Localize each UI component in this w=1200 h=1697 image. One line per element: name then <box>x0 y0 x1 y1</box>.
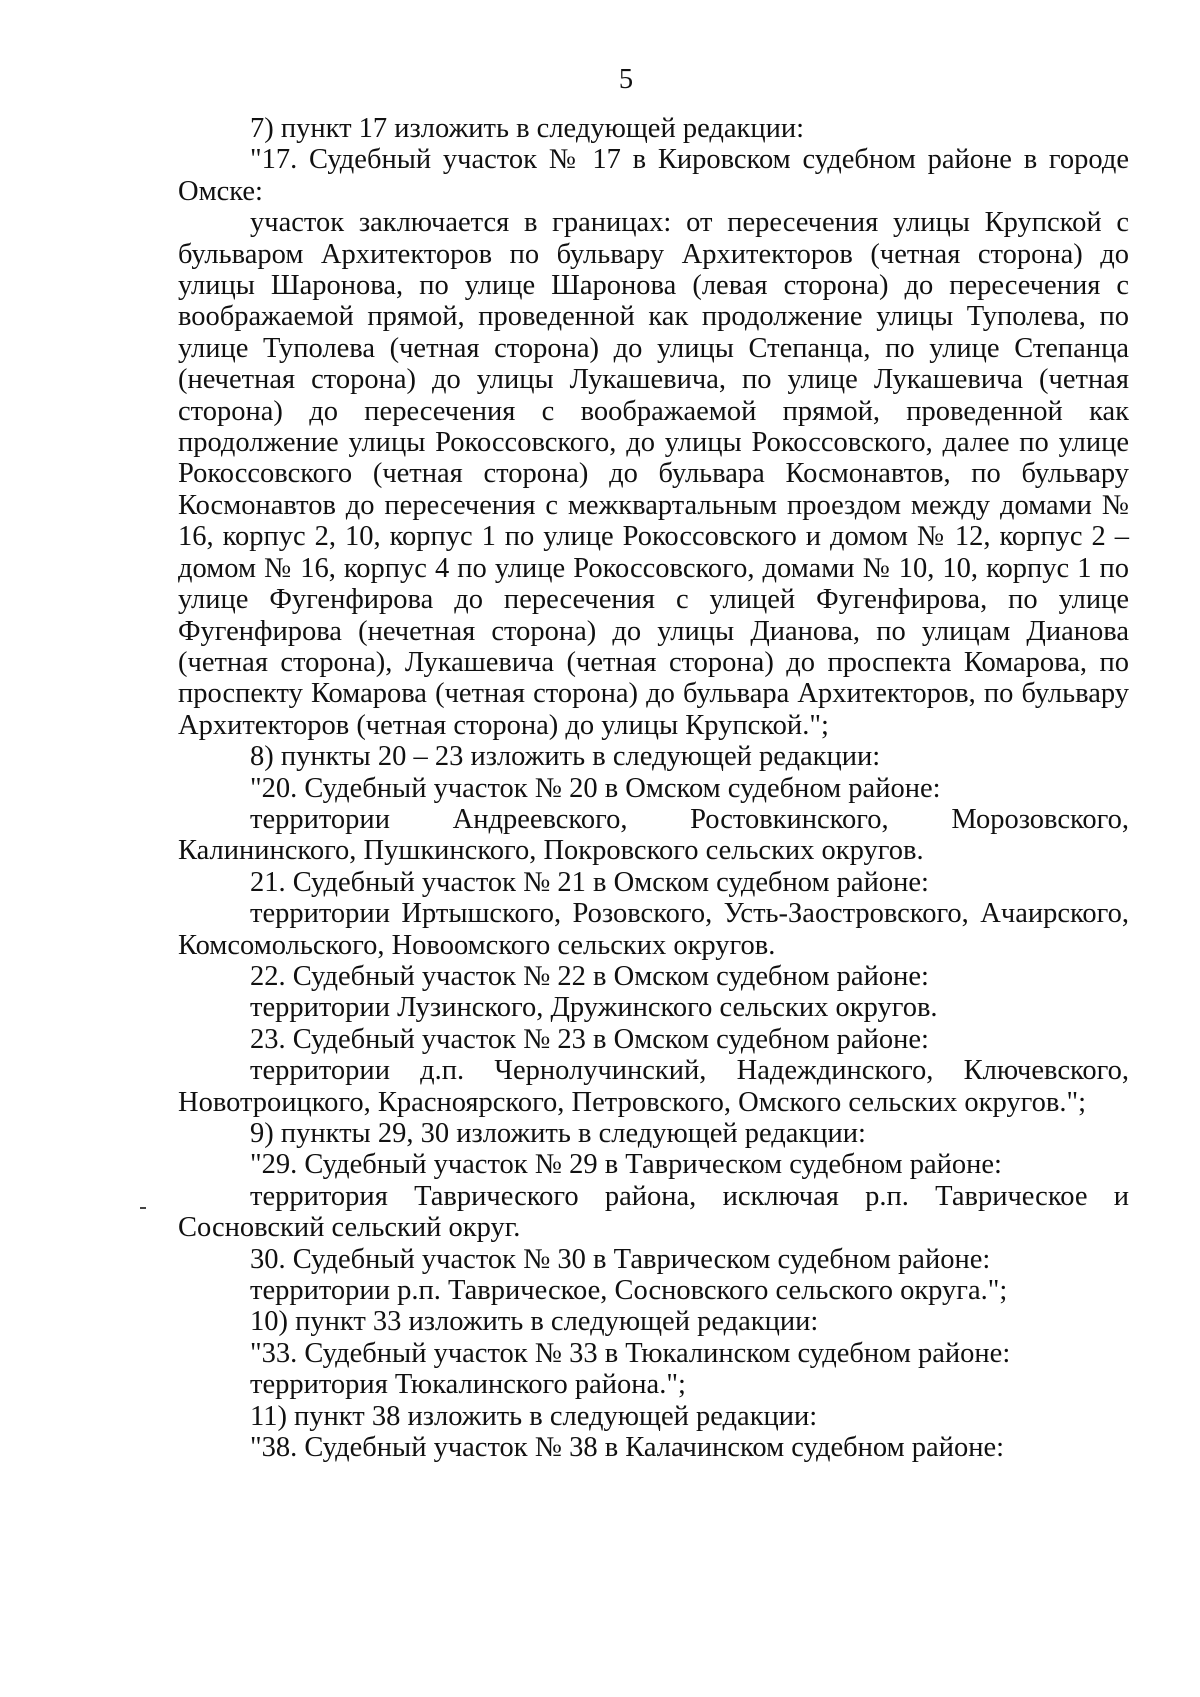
scan-mark <box>140 1207 146 1209</box>
paragraph-item-8-intro: 8) пункты 20 – 23 изложить в следующей редакции: <box>250 741 881 773</box>
paragraph-point-22-title: 22. Судебный участок № 22 в Омском судебном районе: <box>250 960 929 992</box>
paragraph-point-20-territory: территории Андреевского, Ростовкинского, Морозовского, Калининского, Пушкинского, Покровского сельских округов. <box>178 803 1129 867</box>
paragraph-point-33-title: "33. Судебный участок № 33 в Тюкалинском судебном районе: <box>250 1337 1011 1369</box>
paragraph-item-9-intro: 9) пункты 29, 30 изложить в следующей редакции: <box>250 1118 866 1149</box>
paragraph-item-11-intro: 11) пункт 38 изложить в следующей редакции: <box>250 1400 818 1432</box>
paragraph-point-21-title: 21. Судебный участок № 21 в Омском судебном районе: <box>250 866 929 898</box>
paragraph-point-21-territory: территории Иртышского, Розовского, Усть-Заостровского, Ачаирского, Комсомольского, Новоомского сельских округов. <box>178 898 1129 961</box>
paragraph-point-22-territory: территории Лузинского, Дружинского сельских округов. <box>250 992 938 1024</box>
document-body <box>178 113 1129 1463</box>
page-number: 5 <box>618 64 634 95</box>
paragraph-point-23-title: 23. Судебный участок № 23 в Омском судебном районе: <box>250 1023 929 1055</box>
paragraph-point-29-territory: территория Таврического района, исключая р.п. Таврическое и Сосновский сельский округ. <box>178 1180 1129 1244</box>
paragraph-point-17-boundaries: участок заключается в границах: от пересечения улицы Крупской с бульваром Архитекторов по бульвару Архитекторов (четная сторона) до улицы Шаронова, по улице Шаронова (левая сторона) до пересечения с воображаемой прямой, проведенной как продолжение улицы Туполева, по улице Туполева (четная сторона) до улицы Степанца, по улице Степанца (нечетная сторона) до улицы Лукашевича, по улице Лукашевича (четная сторона) до пересечения с воображаемой прямой, проведенной как продолжение улицы Рокоссовского, до улицы Рокоссовского, далее по улице Рокоссовского (четная сторона) до бульвара Космонавтов, по бульвару Космонавтов до пересечения с межквартальным проездом между домами № 16, корпус 2, 10, корпус 1 по улице Рокоссовского и домом № 12, корпус 2 – домом № 16, корпус 4 по улице Рокоссовского, домами № 10, 10, корпус 1 по улице Фугенфирова до пересечения с улицей Фугенфирова, по улице Фугенфирова (нечетная сторона) до улицы Дианова, по улицам Дианова (четная сторона), Лукашевича (четная сторона) до проспекта Комарова, по проспекту Комарова (четная сторона) до бульвара Архитекторов, по бульвару Архитекторов (четная сторона) до улицы Крупской."; <box>178 207 1129 741</box>
paragraph-item-7-intro: 7) пункт 17 изложить в следующей редакции: <box>250 113 805 144</box>
paragraph-point-23-territory: территории д.п. Чернолучинский, Надеждинского, Ключевского, Новотроицкого, Красноярского, Петровского, Омского сельских округов."; <box>178 1055 1129 1118</box>
paragraph-point-20-title: "20. Судебный участок № 20 в Омском судебном районе: <box>250 772 941 804</box>
paragraph-point-30-title: 30. Судебный участок № 30 в Таврическом судебном районе: <box>250 1243 991 1275</box>
paragraph-item-10-intro: 10) пункт 33 изложить в следующей редакции: <box>250 1306 819 1338</box>
paragraph-point-17-title: "17. Судебный участок № 17 в Кировском судебном районе в городе Омске: <box>178 144 1129 207</box>
paragraph-point-33-territory: территория Тюкалинского района."; <box>250 1369 686 1401</box>
paragraph-point-38-title: "38. Судебный участок № 38 в Калачинском судебном районе: <box>250 1432 1005 1464</box>
paragraph-point-29-title: "29. Судебный участок № 29 в Таврическом судебном районе: <box>250 1149 1002 1181</box>
paragraph-point-30-territory: территории р.п. Таврическое, Сосновского сельского округа."; <box>250 1275 1008 1307</box>
